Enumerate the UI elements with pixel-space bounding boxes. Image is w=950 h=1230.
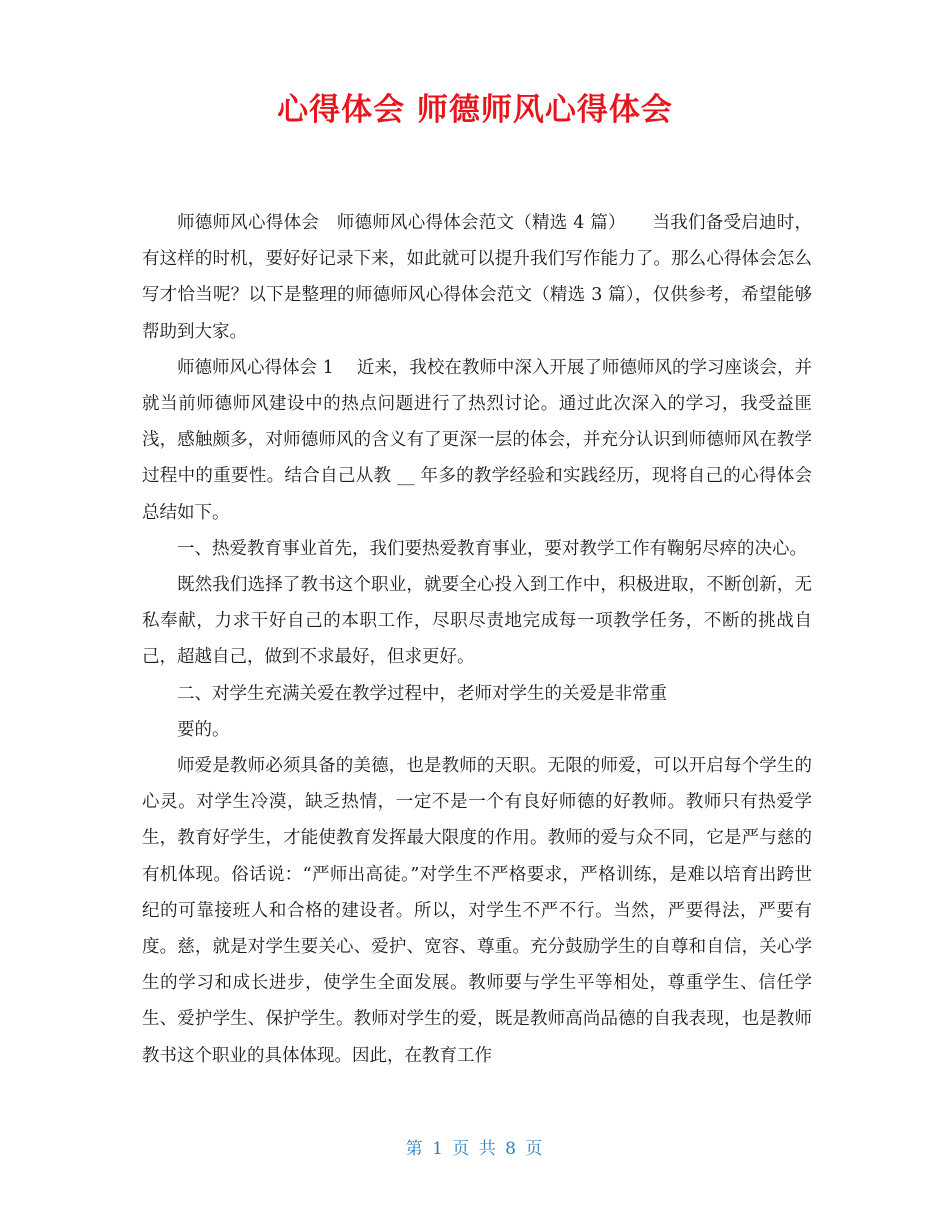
paragraph-section-1-body: 既然我们选择了教书这个职业，就要全心投入到工作中，积极进取，不断创新，无私奉献，力求干好自己的本职工作，尽职尽责地完成每一项教学任务，不断的挑战自己，超越自己，做到不求最好，但求更好。 bbox=[142, 575, 812, 668]
document-title: 心得体会 师德师风心得体会 bbox=[277, 92, 673, 128]
paragraph-section-2-heading: 二、对学生充满关爱在教学过程中，老师对学生的关爱是非常重 bbox=[177, 683, 667, 704]
paragraph-section-1-heading: 一、热爱教育事业首先，我们要热爱教育事业，要对教学工作有鞠躬尽瘁的决心。 bbox=[177, 538, 807, 559]
page-number-footer: 第 1 页 共 8 页 bbox=[405, 1139, 545, 1159]
paragraph-section-2-body: 师爱是教师必须具备的美德，也是教师的天职。无限的师爱，可以开启每个学生的心灵。对学生冷漠，缺乏热情，一定不是一个有良好师德的好教师。教师只有热爱学生，教育好学生，才能使教育发挥最大限度的作用。教师的爱与众不同，它是严与慈的有机体现。俗话说：“严师出高徒。”对学生不严格要求，严格训练，是难以培育出跨世纪的可靠接班人和合格的建设者。所以，对学生不严不行。当然，严要得法，严要有度。慈，就是对学生要关心、爱护、宽容、尊重。充分鼓励学生的自尊和自信，关心学生的学习和成长进步，使学生全面发展。教师要与学生平等相处，尊重学生、信任学生、爱护学生、保护学生。教师对学生的爱，既是教师高尚品德的自我表现，也是教师教书这个职业的具体体现。因此，在教育工作 bbox=[142, 756, 812, 1066]
document-body bbox=[142, 205, 812, 1074]
paragraph-section-2-heading-continued: 要的。 bbox=[177, 719, 230, 740]
paragraph-essay-1: 师德师风心得体会 1 近来，我校在教师中深入开展了师德师风的学习座谈会，并就当前师德师风建设中的热点问题进行了热烈讨论。通过此次深入的学习，我受益匪浅，感触颇多，对师德师风的含义有了更深一层的体会，并充分认识到师德师风在教学过程中的重要性。结合自己从教 __ 年多的教学经验和实践经历，现将自己的心得体会总结如下。 bbox=[142, 357, 812, 523]
paragraph-intro: 师德师风心得体会 师德师风心得体会范文（精选 4 篇） 当我们备受启迪时，有这样的时机，要好好记录下来，如此就可以提升我们写作能力了。那么心得体会怎么写才恰当呢？以下是整理的师德师风心得体会范文（精选 3 篇），仅供参考，希望能够帮助到大家。 bbox=[142, 213, 812, 342]
